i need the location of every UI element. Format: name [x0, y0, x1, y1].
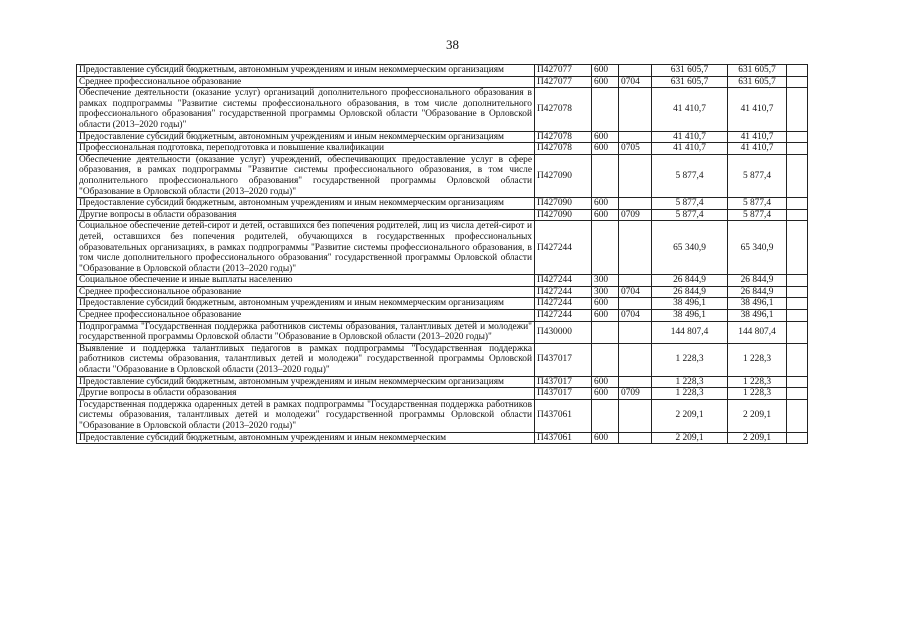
table-row: [77, 143, 808, 155]
amount-approved: 144 807,4: [728, 321, 787, 343]
section-code: 0704: [619, 286, 652, 298]
expense-type-code: 600: [592, 198, 619, 210]
amount-plan: 2 209,1: [652, 432, 728, 444]
expense-type-code: 600: [592, 131, 619, 143]
amount-approved: 38 496,1: [728, 298, 787, 310]
classification-code: П430000: [535, 321, 592, 343]
empty-cell: [787, 76, 808, 88]
amount-plan: 144 807,4: [652, 321, 728, 343]
section-code: [619, 399, 652, 432]
row-description: Обеспечение деятельности (оказание услуг) организаций дополнительного профессионального образования в рамках подпрограммы "Развитие системы профессионального образования, в том числе дополнительного профессионального образования" государственной программы Орловской области "Образование в Орловской области (2013–2020 годы)": [77, 88, 535, 131]
row-description: Среднее профессиональное образование: [77, 76, 535, 88]
row-description: Предоставление субсидий бюджетным, автономным учреждениям и иным некоммерческим организациям: [77, 298, 535, 310]
empty-cell: [787, 376, 808, 388]
classification-code: П427244: [535, 310, 592, 322]
amount-plan: 41 410,7: [652, 88, 728, 131]
row-description: Другие вопросы в области образования: [77, 388, 535, 400]
amount-approved: 2 209,1: [728, 432, 787, 444]
expense-type-code: [592, 399, 619, 432]
table-row: [77, 399, 808, 432]
amount-plan: 631 605,7: [652, 65, 728, 77]
expense-type-code: [592, 88, 619, 131]
amount-approved: 38 496,1: [728, 310, 787, 322]
expense-type-code: 300: [592, 286, 619, 298]
amount-approved: 1 228,3: [728, 343, 787, 376]
row-description: Социальное обеспечение детей-сирот и детей, оставшихся без попечения родителей, лиц из числа детей-сирот и детей, оставшихся без попечения родителей, обучающихся в государственных профессиональных образовательных организациях, в рамках подпрограммы "Развитие системы профессионального образования, в том числе дополнительного профессионального образования" государственной программы Орловской области "Образование в Орловской области (2013–2020 годы)": [77, 221, 535, 275]
classification-code: П427244: [535, 275, 592, 287]
amount-plan: 41 410,7: [652, 131, 728, 143]
row-description: Предоставление субсидий бюджетным, автономным учреждениям и иным некоммерческим организациям: [77, 376, 535, 388]
amount-approved: 41 410,7: [728, 143, 787, 155]
table-row: [77, 154, 808, 197]
table-row: [77, 298, 808, 310]
empty-cell: [787, 388, 808, 400]
amount-plan: 1 228,3: [652, 343, 728, 376]
budget-table: [76, 64, 808, 444]
classification-code: П437017: [535, 343, 592, 376]
expense-type-code: 600: [592, 298, 619, 310]
empty-cell: [787, 65, 808, 77]
amount-plan: 38 496,1: [652, 298, 728, 310]
classification-code: П427077: [535, 76, 592, 88]
section-code: 0705: [619, 143, 652, 155]
row-description: Среднее профессиональное образование: [77, 286, 535, 298]
table-row: [77, 432, 808, 444]
amount-plan: 1 228,3: [652, 376, 728, 388]
amount-plan: 631 605,7: [652, 76, 728, 88]
row-description: Обеспечение деятельности (оказание услуг) учреждений, обеспечивающих предоставление услуг в сфере образования, в рамках подпрограммы "Развитие системы профессионального образования, в том числе дополнительного профессионального образования" государственной программы Орловской области "Образование в Орловской области (2013–2020 годы)": [77, 154, 535, 197]
expense-type-code: 600: [592, 310, 619, 322]
classification-code: П427090: [535, 209, 592, 221]
table-row: [77, 310, 808, 322]
amount-plan: 26 844,9: [652, 286, 728, 298]
amount-plan: 2 209,1: [652, 399, 728, 432]
amount-plan: 1 228,3: [652, 388, 728, 400]
empty-cell: [787, 198, 808, 210]
section-code: 0704: [619, 76, 652, 88]
classification-code: П427090: [535, 198, 592, 210]
expense-type-code: [592, 321, 619, 343]
section-code: 0709: [619, 388, 652, 400]
expense-type-code: 300: [592, 275, 619, 287]
row-description: Государственная поддержка одаренных детей в рамках подпрограммы "Государственная поддержка работников системы образования, талантливых детей и молодежи" государственной программы Орловской области "Образование в Орловской области (2013–2020 годы)": [77, 399, 535, 432]
classification-code: П437061: [535, 432, 592, 444]
amount-approved: 5 877,4: [728, 209, 787, 221]
amount-approved: 41 410,7: [728, 88, 787, 131]
empty-cell: [787, 286, 808, 298]
row-description: Среднее профессиональное образование: [77, 310, 535, 322]
table-row: [77, 275, 808, 287]
section-code: [619, 198, 652, 210]
row-description: Предоставление субсидий бюджетным, автономным учреждениям и иным некоммерческим: [77, 432, 535, 444]
row-description: Предоставление субсидий бюджетным, автономным учреждениям и иным некоммерческим организациям: [77, 65, 535, 77]
expense-type-code: 600: [592, 376, 619, 388]
section-code: [619, 376, 652, 388]
empty-cell: [787, 310, 808, 322]
row-description: Предоставление субсидий бюджетным, автономным учреждениям и иным некоммерческим организациям: [77, 131, 535, 143]
table-row: [77, 88, 808, 131]
table-row: [77, 198, 808, 210]
section-code: [619, 275, 652, 287]
amount-plan: 5 877,4: [652, 198, 728, 210]
expense-type-code: 600: [592, 432, 619, 444]
amount-approved: 631 605,7: [728, 65, 787, 77]
classification-code: П427090: [535, 154, 592, 197]
amount-approved: 631 605,7: [728, 76, 787, 88]
row-description: Социальное обеспечение и иные выплаты населению: [77, 275, 535, 287]
page-number: 38: [446, 37, 459, 52]
amount-plan: 26 844,9: [652, 275, 728, 287]
empty-cell: [787, 321, 808, 343]
empty-cell: [787, 432, 808, 444]
classification-code: П437017: [535, 388, 592, 400]
expense-type-code: 600: [592, 143, 619, 155]
table-row: [77, 209, 808, 221]
row-description: Предоставление субсидий бюджетным, автономным учреждениям и иным некоммерческим организациям: [77, 198, 535, 210]
row-description: Другие вопросы в области образования: [77, 209, 535, 221]
section-code: [619, 154, 652, 197]
table-row: [77, 321, 808, 343]
empty-cell: [787, 154, 808, 197]
section-code: [619, 343, 652, 376]
section-code: 0709: [619, 209, 652, 221]
amount-plan: 5 877,4: [652, 209, 728, 221]
empty-cell: [787, 131, 808, 143]
section-code: [619, 321, 652, 343]
row-description: Профессиональная подготовка, переподготовка и повышение квалификации: [77, 143, 535, 155]
amount-approved: 26 844,9: [728, 286, 787, 298]
amount-plan: 38 496,1: [652, 310, 728, 322]
amount-plan: 5 877,4: [652, 154, 728, 197]
empty-cell: [787, 209, 808, 221]
table-row: [77, 376, 808, 388]
table-row: [77, 76, 808, 88]
classification-code: П437061: [535, 399, 592, 432]
table-row: [77, 343, 808, 376]
amount-plan: 41 410,7: [652, 143, 728, 155]
classification-code: П427077: [535, 65, 592, 77]
expense-type-code: [592, 154, 619, 197]
classification-code: П427078: [535, 131, 592, 143]
classification-code: П427244: [535, 298, 592, 310]
row-description: Выявление и поддержка талантливых педагогов в рамках подпрограммы "Государственная поддержка работников системы образования, талантливых детей и молодежи" государственной программы Орловской области "Образование в Орловской области (2013–2020 годы)": [77, 343, 535, 376]
amount-approved: 26 844,9: [728, 275, 787, 287]
section-code: [619, 131, 652, 143]
classification-code: П427078: [535, 143, 592, 155]
section-code: [619, 432, 652, 444]
empty-cell: [787, 88, 808, 131]
amount-approved: 65 340,9: [728, 221, 787, 275]
amount-approved: 1 228,3: [728, 388, 787, 400]
classification-code: П437017: [535, 376, 592, 388]
empty-cell: [787, 143, 808, 155]
expense-type-code: 600: [592, 209, 619, 221]
amount-approved: 41 410,7: [728, 131, 787, 143]
empty-cell: [787, 221, 808, 275]
section-code: [619, 65, 652, 77]
amount-plan: 65 340,9: [652, 221, 728, 275]
empty-cell: [787, 275, 808, 287]
empty-cell: [787, 298, 808, 310]
classification-code: П427244: [535, 286, 592, 298]
classification-code: П427244: [535, 221, 592, 275]
table-row: [77, 388, 808, 400]
expense-type-code: [592, 221, 619, 275]
section-code: [619, 88, 652, 131]
amount-approved: 5 877,4: [728, 154, 787, 197]
amount-approved: 5 877,4: [728, 198, 787, 210]
amount-approved: 2 209,1: [728, 399, 787, 432]
expense-type-code: [592, 343, 619, 376]
expense-type-code: 600: [592, 76, 619, 88]
row-description: Подпрограмма "Государственная поддержка работников системы образования, талантливых детей и молодежи" государственной программы Орловской области "Образование в Орловской области (2013–2020 годы)": [77, 321, 535, 343]
section-code: 0704: [619, 310, 652, 322]
empty-cell: [787, 343, 808, 376]
table-row: [77, 221, 808, 275]
empty-cell: [787, 399, 808, 432]
amount-approved: 1 228,3: [728, 376, 787, 388]
section-code: [619, 298, 652, 310]
classification-code: П427078: [535, 88, 592, 131]
section-code: [619, 221, 652, 275]
table-row: [77, 65, 808, 77]
expense-type-code: 600: [592, 388, 619, 400]
table-row: [77, 131, 808, 143]
table-row: [77, 286, 808, 298]
expense-type-code: 600: [592, 65, 619, 77]
